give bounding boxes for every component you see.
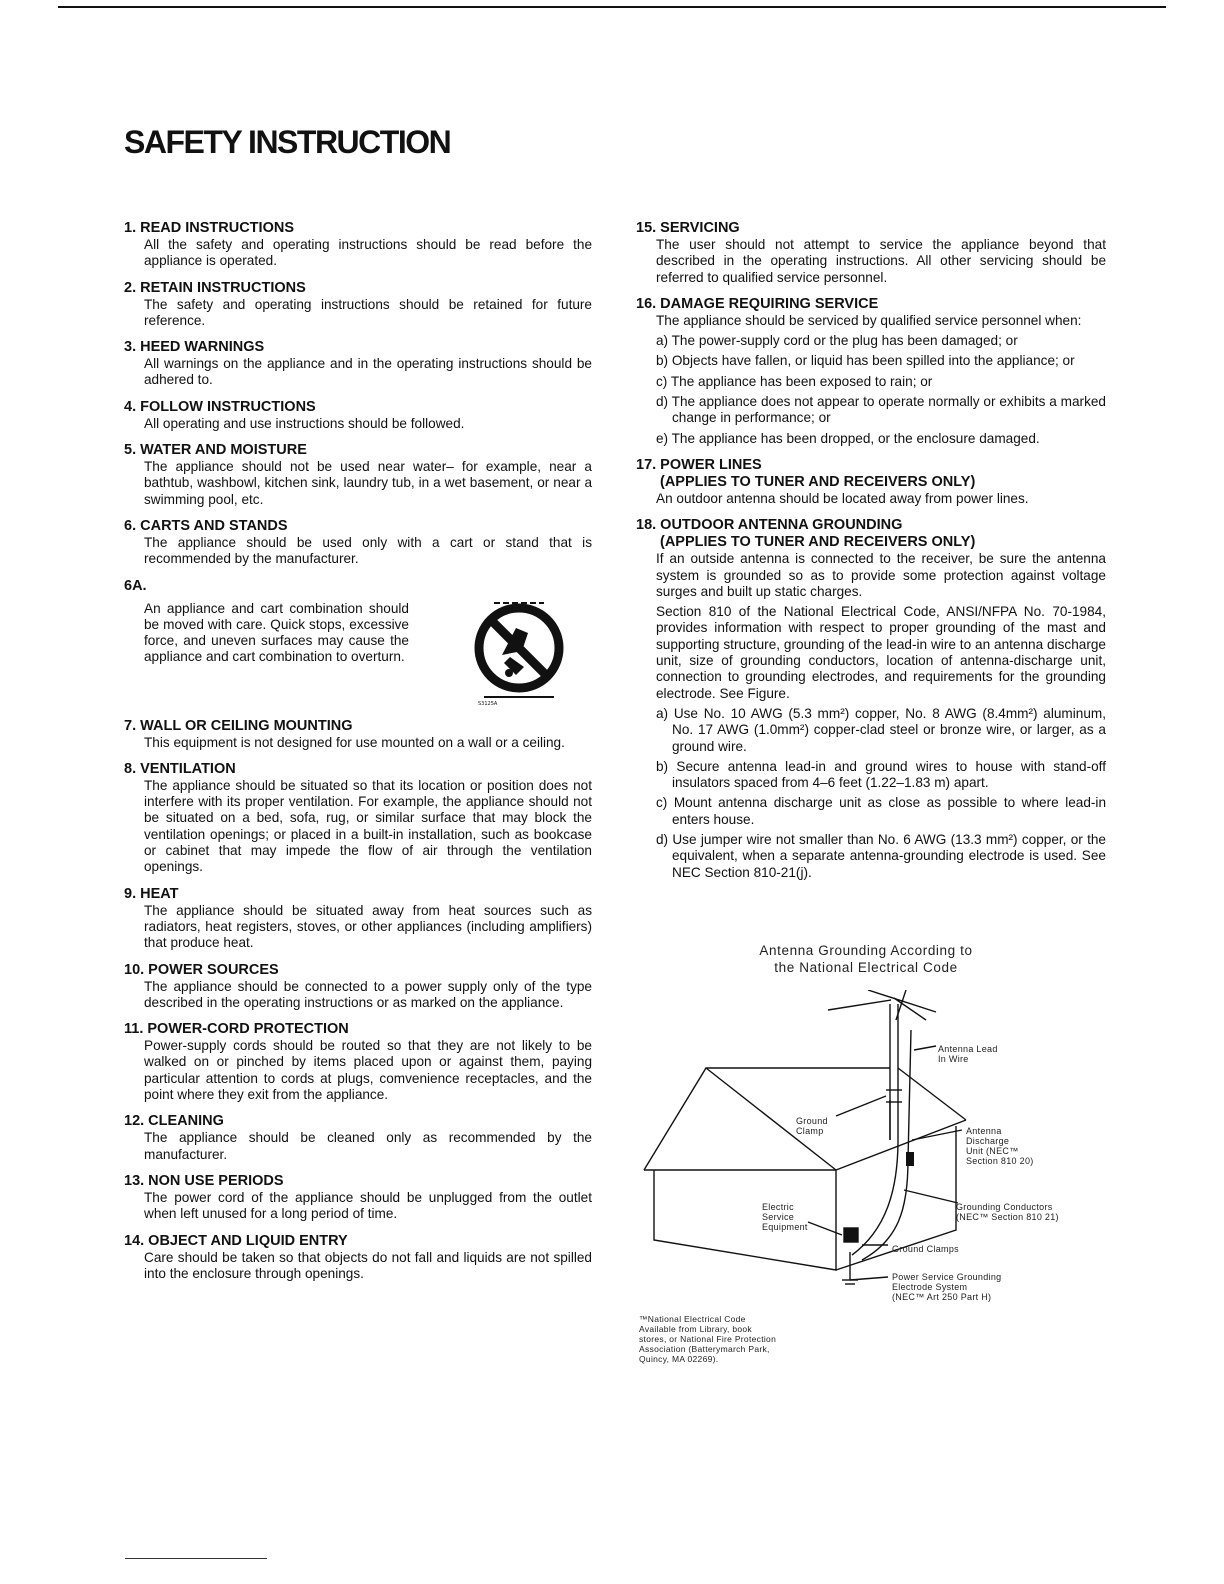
figure-caption: Antenna Grounding According to the National Electrical Code bbox=[759, 943, 973, 975]
item-carts-stands bbox=[124, 517, 592, 568]
item-title: 4. FOLLOW INSTRUCTIONS bbox=[124, 398, 316, 415]
label-ground-clamp: Ground Clamp bbox=[796, 1116, 828, 1136]
item-title: 7. WALL OR CEILING MOUNTING bbox=[124, 717, 353, 734]
item-body: The appliance should be situated so that its location or position does not interfere with its proper ventilation. For example, the appliance should not be situated on a bed, sofa, rug, or similar surface that may block the ventilation openings; or placed in a built-in installation, such as bookcase or cabinet that may impede the flow of air through the ventilation openings. bbox=[144, 777, 592, 875]
item-non-use bbox=[124, 1172, 592, 1223]
item-read-instructions bbox=[124, 219, 592, 270]
item-body: All warnings on the appliance and in the operating instructions should be adhered to. bbox=[144, 356, 592, 388]
item-damage bbox=[636, 295, 1106, 447]
item-title: 11. POWER-CORD PROTECTION bbox=[124, 1021, 349, 1038]
item-retain-instructions bbox=[124, 279, 592, 330]
right-column bbox=[636, 219, 1106, 890]
house-diagram bbox=[636, 990, 1106, 1290]
label-electric-service: Electric Service Equipment bbox=[762, 1202, 808, 1232]
item-title: 13. NON USE PERIODS bbox=[124, 1172, 284, 1189]
item-body: All the safety and operating instructions should be read before the appliance is operated. bbox=[144, 237, 592, 269]
item-power-cord bbox=[124, 1020, 592, 1103]
item-subtitle: (APPLIES TO TUNER AND RECEIVERS ONLY) bbox=[660, 534, 976, 551]
item-title: 10. POWER SOURCES bbox=[124, 961, 279, 978]
item-wall-ceiling bbox=[124, 717, 592, 751]
list-item: b) Secure antenna lead-in and ground wires to house with stand-off insulators spaced from 4–6 feet (1.22–1.83 m) apart. bbox=[656, 758, 1106, 791]
item-heed-warnings bbox=[124, 338, 592, 389]
list-item: a) Use No. 10 AWG (5.3 mm²) copper, No. 8 AWG (8.4mm²) aluminum, No. 17 AWG (1.0mm²) copper-clad steel or bronze wire, or larger, as a ground wire. bbox=[656, 705, 1106, 754]
item-power-sources bbox=[124, 961, 592, 1012]
label-power-service: Power Service Grounding Electrode System (NEC™ Art 250 Part H) bbox=[892, 1272, 1002, 1302]
page-title: SAFETY INSTRUCTION bbox=[124, 124, 451, 160]
list-item: b) Objects have fallen, or liquid has been spilled into the appliance; or bbox=[656, 353, 1075, 369]
item-title: 17. POWER LINES bbox=[636, 456, 762, 473]
item-body: All operating and use instructions should be followed. bbox=[144, 415, 465, 431]
item-title: 8. VENTILATION bbox=[124, 760, 236, 777]
item-body: An outdoor antenna should be located away from power lines. bbox=[656, 490, 1029, 506]
cart-warning-block bbox=[124, 601, 592, 709]
item-6a bbox=[124, 577, 592, 709]
item-servicing bbox=[636, 219, 1106, 286]
item-title: 12. CLEANING bbox=[124, 1113, 224, 1130]
item-body: This equipment is not designed for use mounted on a wall or a ceiling. bbox=[144, 734, 565, 750]
item-title: 2. RETAIN INSTRUCTIONS bbox=[124, 279, 306, 296]
item-body: The appliance should be connected to a power supply only of the type described in the operating instructions or as marked on the appliance. bbox=[144, 978, 592, 1010]
item-ventilation bbox=[124, 760, 592, 876]
top-rule bbox=[58, 6, 1166, 8]
label-grounding-conductors: Grounding Conductors (NEC™ Section 810 21) bbox=[956, 1202, 1059, 1222]
label-ground-clamps: Ground Clamps bbox=[892, 1244, 959, 1254]
item-title: 6. CARTS AND STANDS bbox=[124, 517, 288, 534]
item-body: The appliance should be used only with a cart or stand that is recommended by the manufacturer. bbox=[144, 534, 592, 567]
item-title: 1. READ INSTRUCTIONS bbox=[124, 220, 294, 236]
item-title: 5. WATER AND MOISTURE bbox=[124, 442, 307, 459]
item-title: 16. DAMAGE REQUIRING SERVICE bbox=[636, 295, 879, 312]
item-subtitle: (APPLIES TO TUNER AND RECEIVERS ONLY) bbox=[660, 473, 976, 490]
item-title: 9. HEAT bbox=[124, 885, 179, 902]
item-body: The power cord of the appliance should be unplugged from the outlet when left unused for a long period of time. bbox=[144, 1189, 592, 1222]
item-body: Care should be taken so that objects do not fall and liquids are not spilled into the enclosure through openings. bbox=[144, 1249, 592, 1281]
item-body: The user should not attempt to service the appliance beyond that described in the operating instructions. All other servicing should be referred to qualified service personnel. bbox=[656, 237, 1106, 285]
item-body: The appliance should be cleaned only as recommended by the manufacturer. bbox=[144, 1130, 592, 1162]
item-title: 15. SERVICING bbox=[636, 220, 740, 236]
list-item: d) Use jumper wire not smaller than No. 6 AWG (13.3 mm²) copper, or the equivalent, when a separate antenna-grounding electrode is used. See NEC Section 810-21(j). bbox=[656, 832, 1106, 880]
item-body: An appliance and cart combination should be moved with care. Quick stops, excessive force, and uneven surfaces may cause the appliance and cart combination to overturn. bbox=[144, 600, 409, 665]
item-body: The appliance should be serviced by qualified service personnel when: bbox=[656, 312, 1082, 328]
item-body: If an outside antenna is connected to the receiver, be sure the antenna system is grounded so as to provide some protection against voltage surges and built up static charges. bbox=[656, 551, 1106, 599]
item-body: The appliance should not be used near water– for example, near a bathtub, washbowl, kitchen sink, laundry tub, in a wet basement, or near a swimming pool, etc. bbox=[144, 459, 592, 507]
item-title: 3. HEED WARNINGS bbox=[124, 339, 265, 356]
item-power-lines bbox=[636, 456, 1106, 507]
item-object-liquid bbox=[124, 1232, 592, 1283]
damage-list bbox=[636, 333, 1106, 447]
antenna-grounding-figure bbox=[636, 940, 1106, 1390]
list-item: c) Mount antenna discharge unit as close as possible to where lead-in enters house. bbox=[656, 795, 1106, 827]
no-cart-tipover-icon bbox=[464, 593, 574, 713]
item-body-2: Section 810 of the National Electrical Code, ANSI/NFPA No. 70-1984, provides information with respect to proper grounding of the mast and supporting structure, grounding of the lead-in wire to an antenna discharge unit, size of grounding conductors, location of antenna-discharge unit, connection to grounding electrodes, and requirements for the grounding electrode. See Figure. bbox=[656, 604, 1106, 701]
list-item: d) The appliance does not appear to operate normally or exhibits a marked change in performance; or bbox=[656, 394, 1106, 426]
list-item: a) The power-supply cord or the plug has been damaged; or bbox=[656, 333, 1018, 349]
left-column bbox=[124, 219, 592, 1291]
item-follow-instructions bbox=[124, 398, 592, 432]
list-item: e) The appliance has been dropped, or the enclosure damaged. bbox=[656, 430, 1040, 446]
item-water-moisture bbox=[124, 441, 592, 508]
item-body: The safety and operating instructions should be retained for future reference. bbox=[144, 296, 592, 328]
item-title: 14. OBJECT AND LIQUID ENTRY bbox=[124, 1232, 348, 1249]
label-discharge-unit: Antenna Discharge Unit (NEC™ Section 810 20) bbox=[966, 1126, 1034, 1166]
item-title: 18. OUTDOOR ANTENNA GROUNDING bbox=[636, 517, 903, 534]
svg-text:S3125A: S3125A bbox=[478, 700, 498, 707]
bottom-rule bbox=[125, 1558, 267, 1559]
item-cleaning bbox=[124, 1112, 592, 1163]
item-heat bbox=[124, 885, 592, 952]
figure-footnote: ™National Electrical Code Available from Library, book stores, or National Fire Protection Association (Batterymarch Park, Quincy, MA 02269). bbox=[639, 1314, 777, 1364]
grounding-list bbox=[636, 706, 1106, 881]
list-item: c) The appliance has been exposed to rain; or bbox=[656, 373, 933, 389]
item-antenna-grounding bbox=[636, 516, 1106, 881]
item-body: The appliance should be situated away from heat sources such as radiators, heat registers, stoves, or other appliances (including amplifiers) that produce heat. bbox=[144, 902, 592, 951]
label-antenna-lead: Antenna Lead In Wire bbox=[938, 1044, 998, 1064]
item-body: Power-supply cords should be routed so that they are not likely to be walked on or pinched by items placed upon or against them, paying particular attention to cords at plugs, comvenience receptacles, and the point where they exit from the appliance. bbox=[144, 1038, 592, 1103]
item-title: 6A. bbox=[124, 577, 147, 594]
